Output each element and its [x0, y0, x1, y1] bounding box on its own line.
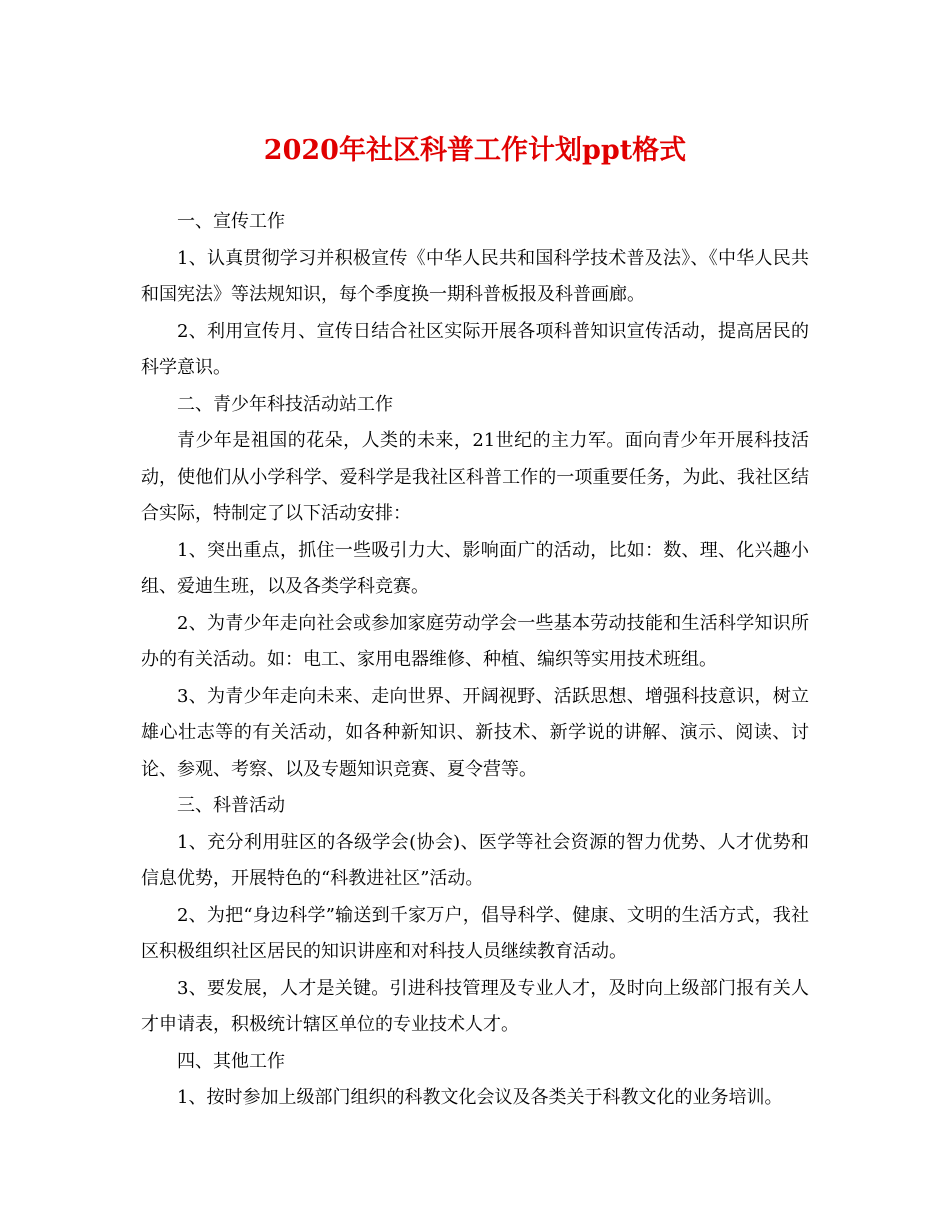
section-heading-science-activities: 三、科普活动	[177, 795, 285, 816]
paragraph: 2、为青少年走向社会或参加家庭劳动学会一些基本劳动技能和生活科学知识所办的有关活动。如：电工、家用电器维修、种植、编织等实用技术班组。	[141, 612, 809, 670]
paragraph: 1、按时参加上级部门组织的科教文化会议及各类关于科教文化的业务培训。	[177, 1087, 783, 1108]
document-body	[141, 204, 809, 1117]
section-heading-other-work: 四、其他工作	[177, 1050, 285, 1072]
paragraph: 3、要发展，人才是关键。引进科技管理及专业人才，及时向上级部门报有关人才申请表，积极统计辖区单位的专业技术人才。	[141, 977, 809, 1035]
paragraph: 2、为把“身边科学”输送到千家万户，倡导科学、健康、文明的生活方式，我社区积极组织社区居民的知识讲座和对科技人员继续教育活动。	[141, 904, 809, 962]
paragraph: 1、突出重点，抓住一些吸引力大、影响面广的活动，比如：数、理、化兴趣小组、爱迪生班，以及各类学科竞赛。	[141, 539, 809, 597]
section-heading-youth-station: 二、青少年科技活动站工作	[177, 393, 393, 415]
section-heading-publicity: 一、宣传工作	[177, 211, 285, 232]
paragraph: 2、利用宣传月、宣传日结合社区实际开展各项科普知识宣传活动，提高居民的科学意识。	[141, 320, 809, 378]
paragraph: 青少年是祖国的花朵，人类的未来，21世纪的主力军。面向青少年开展科技活动，使他们从小学科学、爱科学是我社区科普工作的一项重要任务，为此、我社区结合实际，特制定了以下活动安排：	[141, 430, 809, 524]
paragraph: 1、充分利用驻区的各级学会(协会)、医学等社会资源的智力优势、人才优势和信息优势，开展特色的“科教进社区”活动。	[141, 831, 809, 889]
paragraph: 3、为青少年走向未来、走向世界、开阔视野、活跃思想、增强科技意识，树立雄心壮志等的有关活动，如各种新知识、新技术、新学说的讲解、演示、阅读、讨论、参观、考察、以及专题知识竞赛、夏令营等。	[141, 685, 809, 780]
document-title: 2020年社区科普工作计划ppt格式	[263, 135, 687, 166]
paragraph: 1、认真贯彻学习并积极宣传《中华人民共和国科学技术普及法》、《中华人民共和国宪法》等法规知识，每个季度换一期科普板报及科普画廊。	[141, 247, 809, 305]
